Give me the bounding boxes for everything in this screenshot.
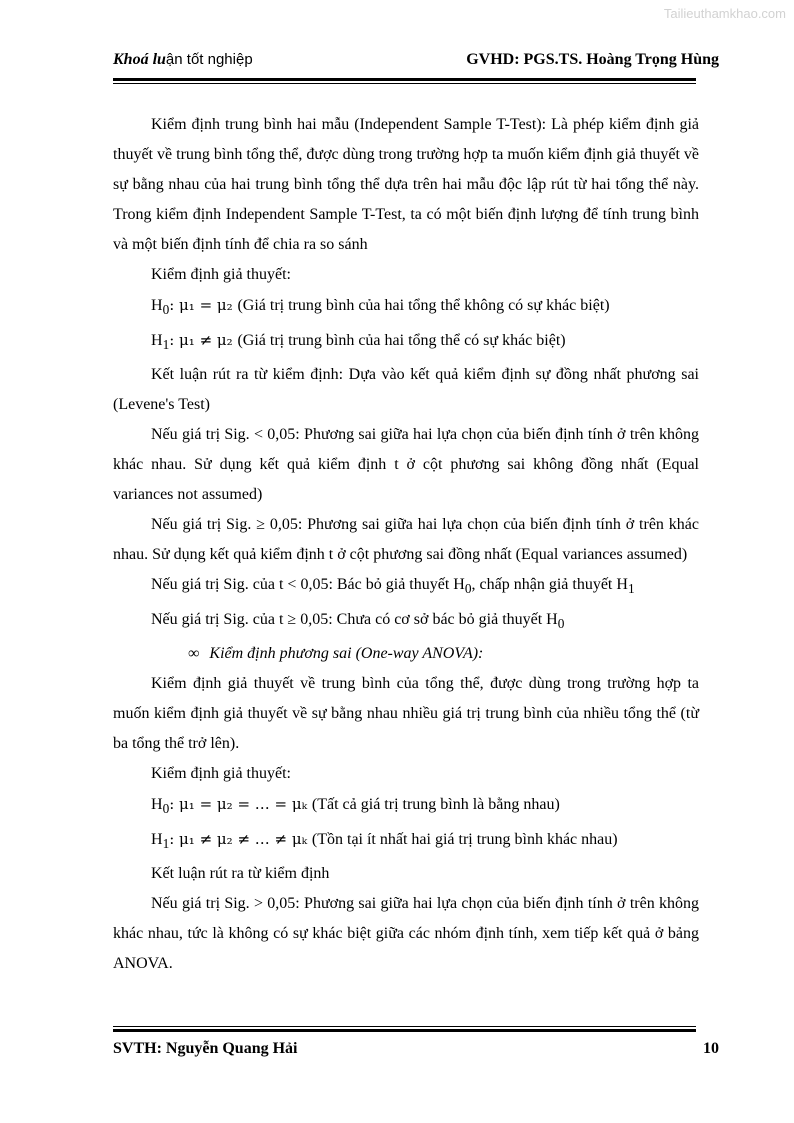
paragraph-hypothesis-heading-2: Kiểm định giả thuyết:: [151, 764, 291, 782]
header-divider: [113, 78, 696, 81]
header-supervisor: GVHD: PGS.TS. Hoàng Trọng Hùng: [466, 51, 719, 68]
bullet-anova-heading: ∞ Kiểm định phương sai (One-way ANOVA):: [188, 644, 484, 662]
hypothesis-h1-anova: $H_1$: μ₁ ≠ μ₂ ≠ … ≠ μₖ (Tồn tại ít nhất hai giá trị trung bình khác nhau): [151, 829, 618, 852]
footer-divider: [113, 1029, 696, 1032]
paragraph-t-sig-greater: Nếu giá trị Sig. của t ≥ 0,05: Chưa có cơ sở bác bỏ giả thuyết $H_0$: [151, 610, 565, 631]
page-body: [113, 110, 699, 979]
footer-divider-thin: [113, 1026, 696, 1027]
paragraph-sig-less: Nếu giá trị Sig. < 0,05: Phương sai giữa hai lựa chọn của biến định tính ở trên không khác nhau. Sử dụng kết quả kiểm định t ở cột phương sai không đồng nhất (Equal variances not assumed): [113, 426, 699, 504]
page-number: 10: [703, 1040, 719, 1057]
paragraph-t-sig-less: Nếu giá trị Sig. của t < 0,05: Bác bỏ giả thuyết $H_0$, chấp nhận giả thuyết $H_1$: [151, 576, 635, 597]
paragraph-anova-definition: Kiểm định giả thuyết về trung bình của tổng thể, được dùng trong trường hợp ta muốn kiểm định giả thuyết về sự bằng nhau nhiều giá trị trung bình của nhiều tổng thể (từ ba tổng thể trở lên).: [113, 674, 699, 752]
paragraph-conclusion-levene: Kết luận rút ra từ kiểm định: Dựa vào kết quả kiểm định sự đồng nhất phương sai (Levene's Test): [113, 366, 699, 414]
page-footer: [113, 1038, 719, 1060]
hypothesis-h0-anova: $H_0$: μ₁ = μ₂ = … = μₖ (Tất cả giá trị trung bình là bằng nhau): [151, 794, 560, 816]
hypothesis-h1-ttest: $H_1$: μ₁ ≠ μ₂ (Giá trị trung bình của hai tổng thể có sự khác biệt): [151, 331, 566, 353]
paragraph-sig-greater-equal: Nếu giá trị Sig. ≥ 0,05: Phương sai giữa hai lựa chọn của biến định tính ở trên khác nhau. Sử dụng kết quả kiểm định t ở cột phương sai đồng nhất (Equal variances assumed): [113, 516, 699, 564]
paragraph-hypothesis-heading: Kiểm định giả thuyết:: [151, 266, 291, 283]
header-divider-thin: [113, 83, 696, 84]
watermark: Tailieuthamkhao.com: [663, 6, 786, 21]
paragraph-anova-sig: Nếu giá trị Sig. > 0,05: Phương sai giữa hai lựa chọn của biến định tính ở trên không khác nhau, tức là không có sự khác biệt giữa các nhóm định tính, xem tiếp kết quả ở bảng ANOVA.: [113, 895, 699, 973]
footer-student: SVTH: Nguyễn Quang Hải: [113, 1040, 298, 1057]
paragraph-conclusion-heading: Kết luận rút ra từ kiểm định: [151, 865, 330, 883]
infinity-bullet-icon: ∞: [188, 644, 200, 662]
page-header: [113, 49, 719, 71]
paragraph-ttest-definition: Kiểm định trung bình hai mẫu (Independent Sample T-Test): Là phép kiểm định giả thuyết về trung bình tổng thể, được dùng trong trường hợp ta muốn kiểm định giả thuyết về sự bằng nhau của hai trung bình tổng thể dựa trên hai mẫu độc lập rút từ hai tổng thể này. Trong kiểm định Independent Sample T-Test, ta có một biến định lượng để tính trung bình và một biến định tính để chia ra so sánh: [113, 116, 699, 253]
hypothesis-h0-ttest: $H_0$: μ₁ = μ₂ (Giá trị trung bình của hai tổng thể không có sự khác biệt): [151, 296, 610, 318]
header-thesis-label: Khoá luận tốt nghiệp: [113, 51, 253, 68]
